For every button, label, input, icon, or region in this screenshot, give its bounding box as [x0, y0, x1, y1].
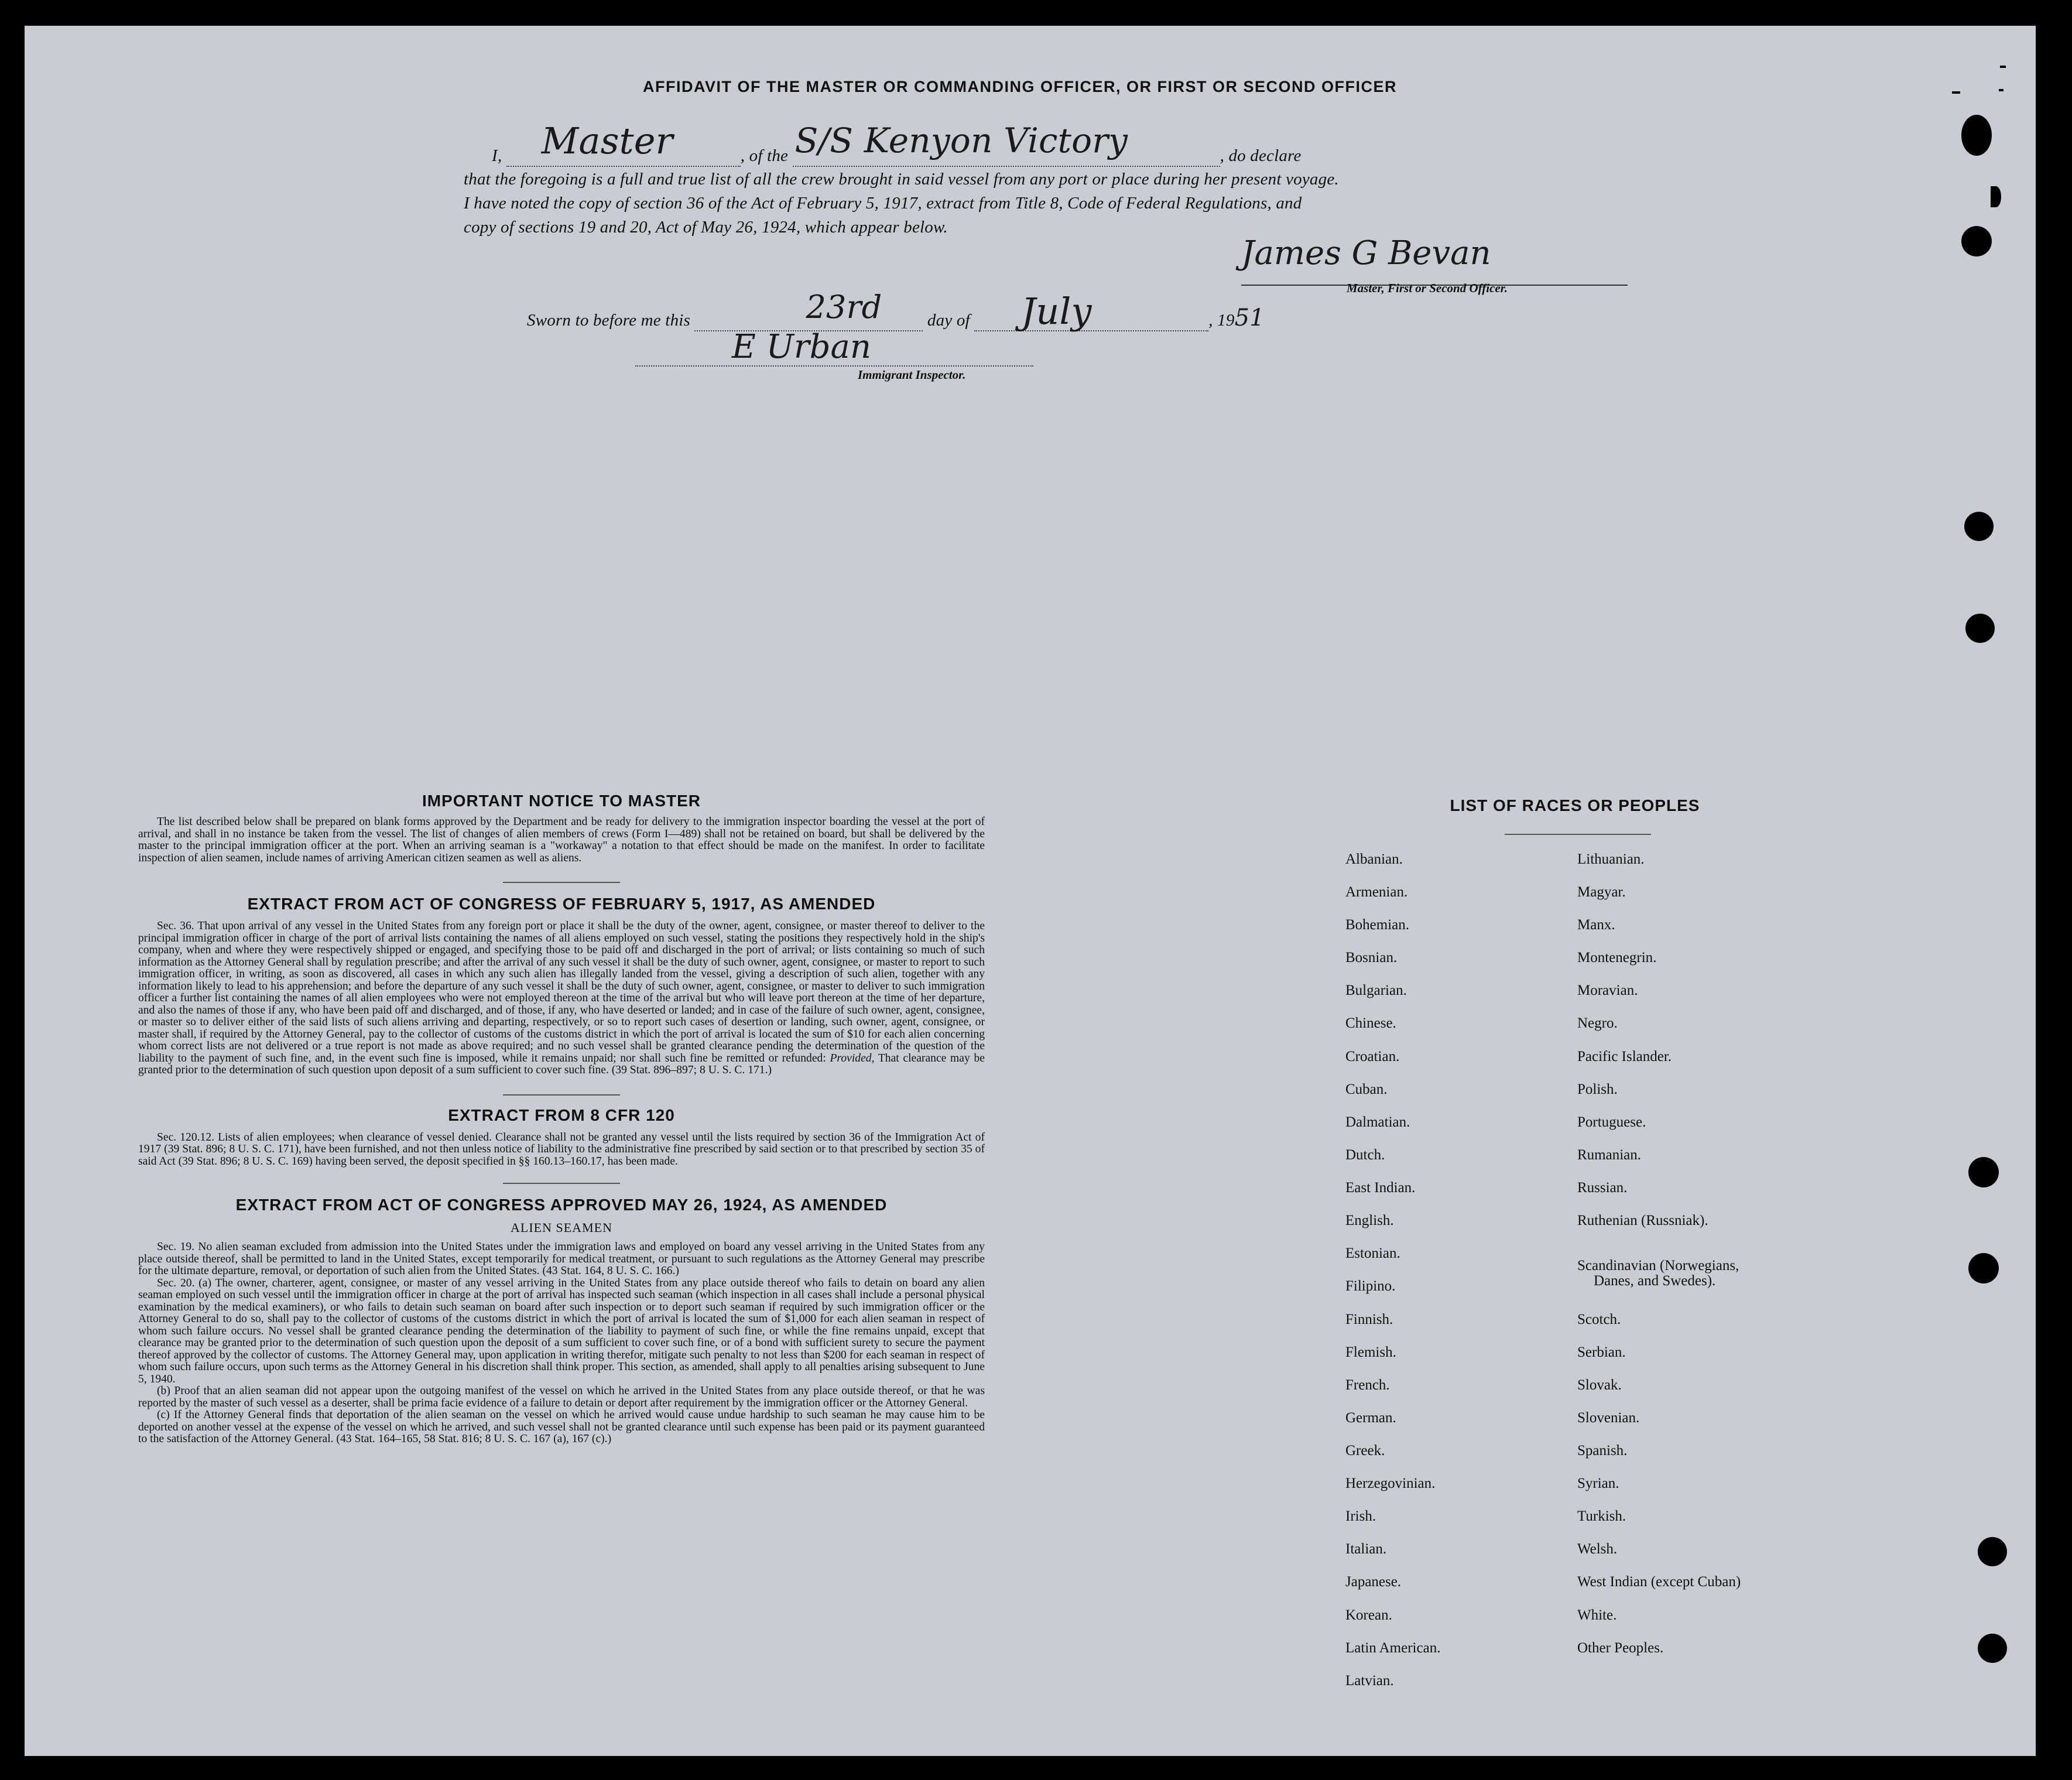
- race-left-item: Flemish.: [1345, 1344, 1396, 1360]
- section-36-tail: That clearance may be granted prior to the determination of such question upon deposit of a sum sufficient to cover such fine. (39 Stat. 896–897; 8 U. S. C. 171.): [138, 1052, 985, 1076]
- punch-hole: [1961, 115, 1992, 156]
- section-19: [138, 1241, 985, 1278]
- race-left-item: English.: [1345, 1213, 1394, 1228]
- race-left-item: Croatian.: [1345, 1049, 1400, 1064]
- notices-column: [138, 792, 985, 1446]
- extract-1917-body: [138, 920, 985, 1077]
- race-left-item: Armenian.: [1345, 884, 1408, 900]
- month-field: [974, 290, 1208, 333]
- race-right-item: Negro.: [1577, 1015, 1618, 1031]
- race-left-item: Latin American.: [1345, 1640, 1441, 1656]
- race-right-item: Moravian.: [1577, 983, 1638, 998]
- extract-cfr-title: EXTRACT FROM 8 CFR 120: [448, 1105, 675, 1124]
- master-field: [506, 119, 741, 167]
- inspector-caption: Immigrant Inspector.: [858, 368, 966, 382]
- race-left-item: Filipino.: [1345, 1278, 1396, 1294]
- edge-mark: [1952, 91, 1960, 94]
- section-36-provided: Provided,: [830, 1052, 875, 1064]
- race-left-item: Dutch.: [1345, 1147, 1385, 1163]
- punch-hole: [1965, 614, 1995, 643]
- race-right-item: Syrian.: [1577, 1476, 1619, 1491]
- section-36-label: Sec. 36.: [157, 920, 194, 932]
- punch-hole: [1978, 1537, 2007, 1566]
- extract-1917-title: EXTRACT FROM ACT OF CONGRESS OF FEBRUARY 5, 1917, AS AMENDED: [247, 895, 876, 913]
- divider: [503, 1183, 620, 1184]
- race-right-item: Other Peoples.: [1577, 1640, 1664, 1656]
- section-20a-text: (a) The owner, charterer, agent, consignee, or master of any vessel arriving in the United States from any place outside thereof who fails to detain on board any alien seaman employed on such vessel until the immigration officer in charge at the port of arrival has inspected such seaman (which inspection in all cases shall include a personal physical examination by the medical examiners), or who fails to detain such seaman on board after such inspection or to deport such seaman if required by such immigration officer or the Attorney General to do so, shall pay to the collector of customs of the customs district in which the port of arrival is located the sum of $1,000 for each alien seaman in respect of whom such failure occurs. No vessel shall be granted clearance pending the determination of the liability to payment of such fine, or while the fine remains unpaid, except that clearance may be granted prior to the determination of such question upon the deposit of a sum sufficient to cover such fine, or of a bond with sufficient surety to secure the payment thereof approved by the collector of customs. The Attorney General may, upon application in writing therefor, mitigate such penalty to not less than $200 for each seaman in respect of whom such failure occurs, upon such terms as the Attorney General in his discretion shall think proper. This section, as amended, shall apply to all penalties arising subsequent to June 5, 1940.: [138, 1276, 985, 1385]
- section-20c: (c) If the Attorney General finds that deportation of the alien seaman on the vessel on which he arrived would cause undue hardship to such seaman he may cause him to be deported on another vessel at the expense of the vessel on which he arrived, and such vessel shall not be granted clearance until such expense has been paid or its payment guaranteed to the satisfaction of the Attorney General. (43 Stat. 164–165, 58 Stat. 816; 8 U. S. C. 167 (a), 167 (c).): [138, 1409, 985, 1445]
- month-handwritten: July: [1021, 290, 1092, 333]
- sworn-year-prefix: , 19: [1208, 311, 1235, 330]
- race-left-item: Greek.: [1345, 1443, 1385, 1459]
- section-120-12-label: Sec. 120.12.: [157, 1131, 215, 1144]
- declaration-do-declare: , do declare: [1220, 146, 1302, 165]
- sworn-day-of: day of: [927, 311, 970, 330]
- master-signature: James G Bevan: [1241, 234, 1491, 272]
- edge-mark: [1999, 89, 2003, 91]
- race-right-item: Spanish.: [1577, 1443, 1628, 1459]
- races-list: [1345, 851, 1931, 1706]
- race-right-item: White.: [1577, 1607, 1617, 1623]
- edge-mark: [2000, 66, 2006, 68]
- race-left-item: Bohemian.: [1345, 917, 1410, 933]
- notice-title: IMPORTANT NOTICE TO MASTER: [422, 792, 701, 810]
- alien-seamen-subtitle: ALIEN SEAMEN: [511, 1220, 612, 1235]
- race-left-item: German.: [1345, 1410, 1396, 1426]
- race-left-item: Chinese.: [1345, 1015, 1396, 1031]
- day-handwritten: 23rd: [806, 289, 882, 326]
- section-36-text: That upon arrival of any vessel in the United States from any foreign port or place it shall be the duty of the owner, agent, consignee, or master thereof to deliver to the principal immigration officer in charge of the port of arrival lists containing the names of all aliens employed on such vessel, stating the positions they respectively hold in the ship's company, when and where they were respectively shipped or engaged, and specifying those to be paid off and discharged in the port of arrival; or lists containing so much of such information as the Attorney General shall by regulation prescribe; and after the arrival of any such vessel it shall be the duty of such owner, agent, consignee, or master to report to such immigration officer, in writing, as soon as discovered, all cases in which any such alien has illegally landed from the vessel, giving a description of such alien, together with any information likely to lead to his apprehension; and before the departure of any such vessel it shall be the duty of such owner, agent, consignee, or master to deliver to such immigration officer a further list containing the names of all alien employees who were not employed thereon at the time of the arrival but who will leave port thereon at the time of her departure, and also the names of those if any, who have been paid off and discharged, and of those, if any, who have deserted or landed; and in case of the failure of such owner, agent, consignee, or master so to deliver either of the said lists of such aliens arriving and departing, respectively, or so to report such cases of desertion or landing, such owner, agent, consignee, or master shall, if required by the Attorney General, pay to the collector of customs of the customs district in which the port of arrival is located the sum of $10 for each alien concerning whom correct lists are not delivered or a true report is not made as above required; and no such vessel shall be granted clearance pending the determination of the question of the liability to the payment of such fine, and, in the event such fine is imposed, while it remains unpaid; nor shall such fine be remitted or refunded:: [138, 920, 985, 1064]
- race-left-item: East Indian.: [1345, 1180, 1416, 1196]
- race-left-item: Italian.: [1345, 1541, 1387, 1557]
- declaration-i: I,: [492, 146, 502, 165]
- races-title-rule: [1505, 834, 1651, 835]
- race-left-item: Herzegovinian.: [1345, 1476, 1436, 1491]
- inspector-signature-line: [635, 365, 1033, 367]
- notice-paragraph: The list described below shall be prepared on blank forms approved by the Department and be ready for delivery to the immigration inspector boarding the vessel at the port of arrival, and shall in no instance be taken from the vessel. The list of changes of alien members of crews (Form I—489) shall not be retained on board, but shall be delivered by the master to the principal immigration officer at the port. When an arriving seaman is a "workaway" a notation to that effect should be made on the manifest. In order to facilitate inspection of alien seamen, include names of arriving American citizen seamen as well as aliens.: [138, 816, 985, 864]
- race-left-item: Korean.: [1345, 1607, 1392, 1623]
- race-left-item: Albanian.: [1345, 851, 1403, 867]
- declaration-line-2: that the foregoing is a full and true list of all the crew brought in said vessel from any port or place during her present voyage.: [464, 170, 1339, 189]
- race-right-item: Turkish.: [1577, 1508, 1626, 1524]
- punch-hole: [1964, 512, 1994, 541]
- punch-hole: [1978, 1634, 2007, 1663]
- affidavit-title: AFFIDAVIT OF THE MASTER OR COMMANDING OFFICER, OR FIRST OR SECOND OFFICER: [643, 78, 1397, 95]
- extract-cfr-body: [138, 1132, 985, 1168]
- race-left-item: French.: [1345, 1377, 1390, 1393]
- section-120-12: [138, 1132, 985, 1168]
- declaration-of-the: , of the: [740, 146, 789, 165]
- vessel-handwritten: S/S Kenyon Victory: [794, 121, 1128, 160]
- race-right-item: Manx.: [1577, 917, 1615, 933]
- declaration-line-3: I have noted the copy of section 36 of the Act of February 5, 1917, extract from Title 8, Code of Federal Regulations, and: [464, 194, 1302, 213]
- race-right-item: Montenegrin.: [1577, 950, 1657, 966]
- sworn-prefix: Sworn to before me this: [527, 311, 691, 330]
- punch-hole: [1968, 1157, 1999, 1187]
- races-title: LIST OF RACES OR PEOPLES: [1450, 796, 1700, 814]
- race-left-item: Latvian.: [1345, 1673, 1394, 1689]
- race-left-item: Japanese.: [1345, 1574, 1402, 1590]
- race-right-item: Polish.: [1577, 1081, 1618, 1097]
- race-left-item: Finnish.: [1345, 1312, 1393, 1327]
- master-caption: Master, First or Second Officer.: [1347, 281, 1508, 295]
- section-20-label: Sec. 20.: [157, 1276, 195, 1289]
- race-right-item: Scandinavian (Norwegians,: [1577, 1258, 1739, 1274]
- race-right-item: Portuguese.: [1577, 1114, 1646, 1130]
- race-left-item: Estonian.: [1345, 1245, 1400, 1261]
- race-right-item: Magyar.: [1577, 884, 1626, 900]
- race-right-item: Rumanian.: [1577, 1147, 1642, 1163]
- race-left-item: Cuban.: [1345, 1081, 1388, 1097]
- section-20a: [138, 1278, 985, 1386]
- inspector-signature: E Urban: [732, 328, 871, 366]
- extract-1924-title: EXTRACT FROM ACT OF CONGRESS APPROVED MAY 26, 1924, AS AMENDED: [235, 1196, 888, 1214]
- year-handwritten: 51: [1234, 304, 1265, 331]
- race-right-item: Russian.: [1577, 1180, 1628, 1196]
- race-right-item: Serbian.: [1577, 1344, 1626, 1360]
- declaration-line-4: copy of sections 19 and 20, Act of May 26, 1924, which appear below.: [464, 218, 948, 237]
- race-right-item: West Indian (except Cuban): [1577, 1574, 1741, 1590]
- divider: [503, 882, 620, 883]
- edge-mark: [1991, 186, 2001, 207]
- race-right-item: Lithuanian.: [1577, 851, 1645, 867]
- race-right-item: Danes, and Swedes).: [1594, 1273, 1716, 1289]
- punch-hole: [1968, 1253, 1999, 1283]
- race-left-item: Bulgarian.: [1345, 983, 1407, 998]
- declaration-line-1: [464, 119, 1302, 167]
- section-36: [138, 920, 985, 1077]
- vessel-field: [793, 121, 1220, 167]
- sworn-line: [527, 289, 1265, 333]
- punch-hole: [1961, 226, 1992, 256]
- race-left-item: Dalmatian.: [1345, 1114, 1410, 1130]
- race-right-item: Scotch.: [1577, 1312, 1621, 1327]
- extract-1924-body: [138, 1241, 985, 1446]
- section-19-label: Sec. 19.: [157, 1241, 195, 1253]
- race-left-item: Bosnian.: [1345, 950, 1398, 966]
- race-right-item: Slovenian.: [1577, 1410, 1640, 1426]
- section-20b: (b) Proof that an alien seaman did not appear upon the outgoing manifest of the vessel on which he arrived in the United States from any place outside thereof, or that he was reported by the master of such vessel as a deserter, shall be prima facie evidence of a failure to detain or deport after requirement by the immigration officer or the Attorney General.: [138, 1385, 985, 1409]
- notice-body: [138, 816, 985, 864]
- race-right-item: Ruthenian (Russniak).: [1577, 1213, 1708, 1228]
- section-19-text: No alien seaman excluded from admission into the United States under the immigration laws and employed on board any vessel arriving in the United States from any place outside thereof, shall be permitted to land in the United States, except temporarily for medical treatment, or pursuant to such regulations as the Attorney General may prescribe for the ultimate departure, removal, or deportation of such alien from the United States. (43 Stat. 164, 8 U. S. C. 166.): [138, 1241, 985, 1277]
- race-right-item: Pacific Islander.: [1577, 1049, 1672, 1064]
- master-handwritten: Master: [541, 119, 673, 162]
- divider: [503, 1094, 620, 1096]
- race-right-item: Slovak.: [1577, 1377, 1622, 1393]
- section-120-12-text: Lists of alien employees; when clearance of vessel denied. Clearance shall not be granted any vessel until the lists required by section 36 of the Immigration Act of 1917 (39 Stat. 896; 8 U. S. C. 171), have been furnished, and not then unless notice of liability to the administrative fine prescribed by said section or to that prescribed by section 35 of said Act (39 Stat. 896; 8 U. S. C. 169) having been served, the deposit specified in §§ 160.13–160.17, has been made.: [138, 1131, 985, 1168]
- race-left-item: Irish.: [1345, 1508, 1376, 1524]
- race-right-item: Welsh.: [1577, 1541, 1618, 1557]
